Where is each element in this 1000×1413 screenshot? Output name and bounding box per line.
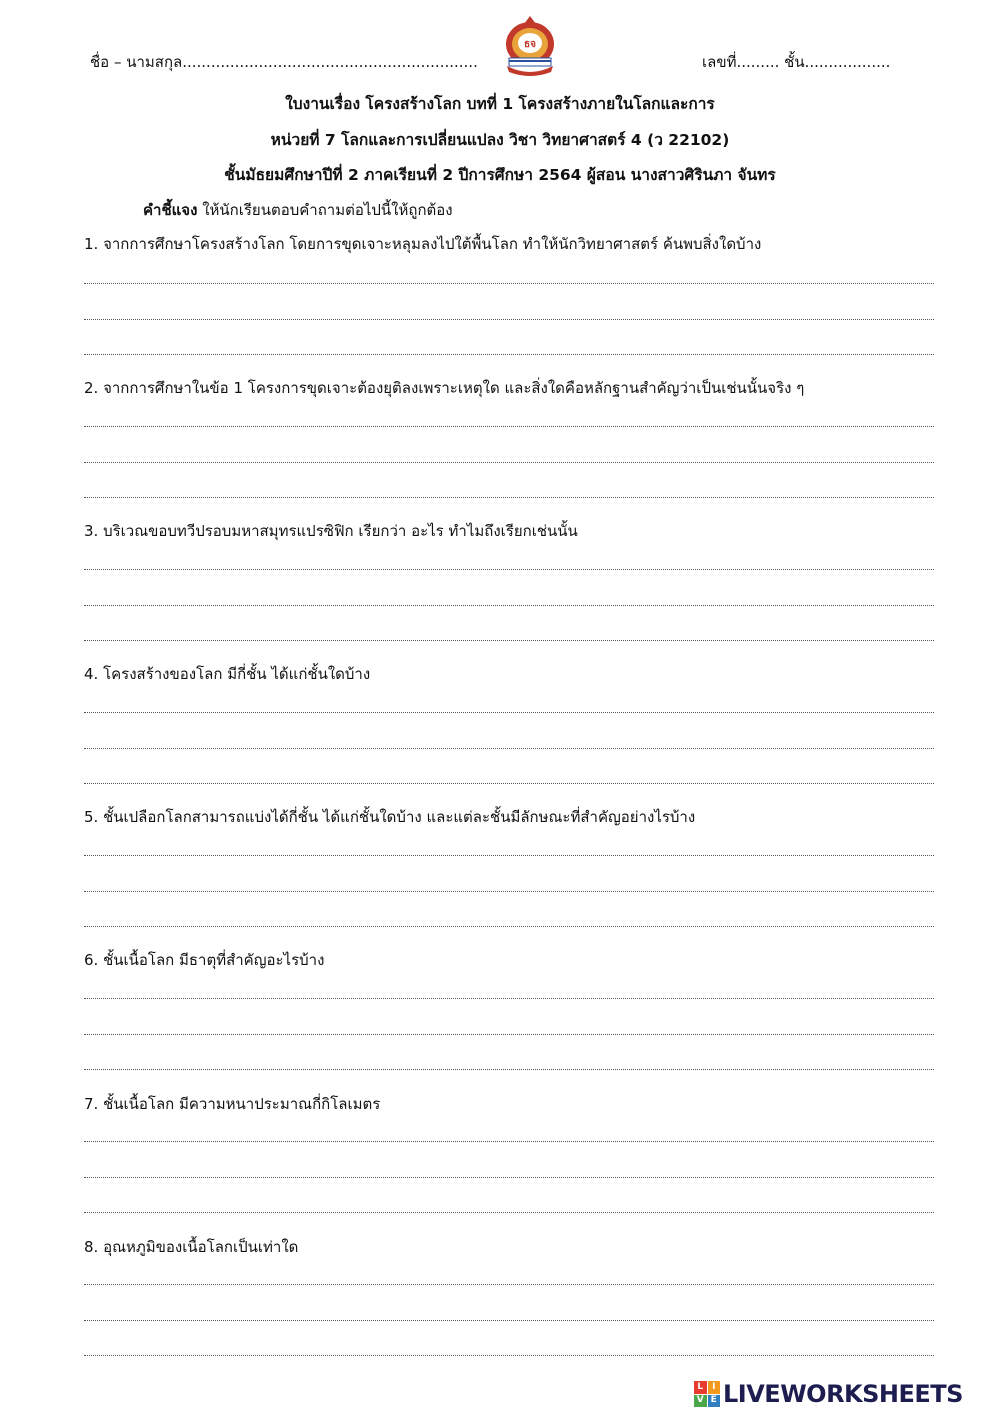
number-class-field-label: เลขที่......... ชั้น.................. (702, 53, 891, 71)
answer-line-1a[interactable] (84, 283, 934, 284)
liveworksheets-icon (694, 1381, 720, 1407)
answer-line-4b[interactable] (84, 748, 934, 749)
answer-line-7a[interactable] (84, 1141, 934, 1142)
answer-line-4a[interactable] (84, 712, 934, 713)
answer-line-5c[interactable] (84, 926, 934, 927)
answer-line-7c[interactable] (84, 1212, 934, 1213)
answer-line-3b[interactable] (84, 605, 934, 606)
answer-line-3a[interactable] (84, 569, 934, 570)
liveworksheets-wordmark: LIVEWORKSHEETS (723, 1380, 963, 1408)
question-3: 3. บริเวณขอบทวีปรอบมหาสมุทรแปรซิฟิก เรียกว่า อะไร ทำไมถึงเรียกเช่นนั้น (84, 522, 578, 540)
answer-line-5b[interactable] (84, 891, 934, 892)
answer-line-6a[interactable] (84, 998, 934, 999)
question-2: 2. จากการศึกษาในข้อ 1 โครงการขุดเจาะต้องยุติลงเพราะเหตุใด และสิ่งใดคือหลักฐานสำคัญว่าเป็นเช่นนั้นจริง ๆ (84, 379, 805, 397)
question-1: 1. จากการศึกษาโครงสร้างโลก โดยการขุดเจาะหลุมลงไปใต้พื้นโลก ทำให้นักวิทยาศาสตร์ ค้นพบสิ่งใดบ้าง (84, 235, 762, 253)
answer-line-6c[interactable] (84, 1069, 934, 1070)
school-emblem-icon (501, 14, 559, 78)
class-teacher-line: ชั้นมัธยมศึกษาปีที่ 2 ภาคเรียนที่ 2 ปีการศึกษา 2564 ผู้สอน นางสาวศิรินภา จันทร (224, 166, 776, 184)
svg-text:ธจ: ธจ (524, 39, 536, 50)
answer-line-2a[interactable] (84, 426, 934, 427)
logo-tile-i: I (708, 1381, 721, 1394)
question-5: 5. ชั้นเปลือกโลกสามารถแบ่งได้กี่ชั้น ได้แก่ชั้นใดบ้าง และแต่ละชั้นมีลักษณะที่สำคัญอย่างไรบ้าง (84, 808, 696, 826)
logo-tile-v: V (694, 1395, 707, 1408)
answer-line-2c[interactable] (84, 497, 934, 498)
instructions-label: คำชี้แจง (143, 201, 198, 219)
answer-line-8c[interactable] (84, 1355, 934, 1356)
worksheet-title: ใบงานเรื่อง โครงสร้างโลก บทที่ 1 โครงสร้างภายในโลกและการ (285, 95, 715, 113)
answer-line-7b[interactable] (84, 1177, 934, 1178)
instructions-text: ให้นักเรียนตอบคำถามต่อไปนี้ให้ถูกต้อง (197, 201, 453, 219)
answer-line-8a[interactable] (84, 1284, 934, 1285)
logo-tile-e: E (708, 1395, 721, 1408)
liveworksheets-logo (694, 1378, 963, 1410)
question-4: 4. โครงสร้างของโลก มีกี่ชั้น ได้แก่ชั้นใดบ้าง (84, 665, 371, 683)
logo-tile-l: L (694, 1381, 707, 1394)
answer-line-5a[interactable] (84, 855, 934, 856)
question-8: 8. อุณหภูมิของเนื้อโลกเป็นเท่าใด (84, 1238, 299, 1256)
answer-line-8b[interactable] (84, 1320, 934, 1321)
question-7: 7. ชั้นเนื้อโลก มีความหนาประมาณกี่กิโลเมตร (84, 1095, 381, 1113)
instructions (143, 198, 453, 222)
answer-line-1c[interactable] (84, 354, 934, 355)
question-6: 6. ชั้นเนื้อโลก มีธาตุที่สำคัญอะไรบ้าง (84, 951, 325, 969)
unit-subject-line: หน่วยที่ 7 โลกและการเปลี่ยนแปลง วิชา วิทยาศาสตร์ 4 (ว 22102) (270, 131, 730, 149)
answer-line-4c[interactable] (84, 783, 934, 784)
answer-line-3c[interactable] (84, 640, 934, 641)
name-field-label: ชื่อ – นามสกุล.............................................................. (90, 53, 478, 71)
answer-line-6b[interactable] (84, 1034, 934, 1035)
answer-line-1b[interactable] (84, 319, 934, 320)
answer-line-2b[interactable] (84, 462, 934, 463)
